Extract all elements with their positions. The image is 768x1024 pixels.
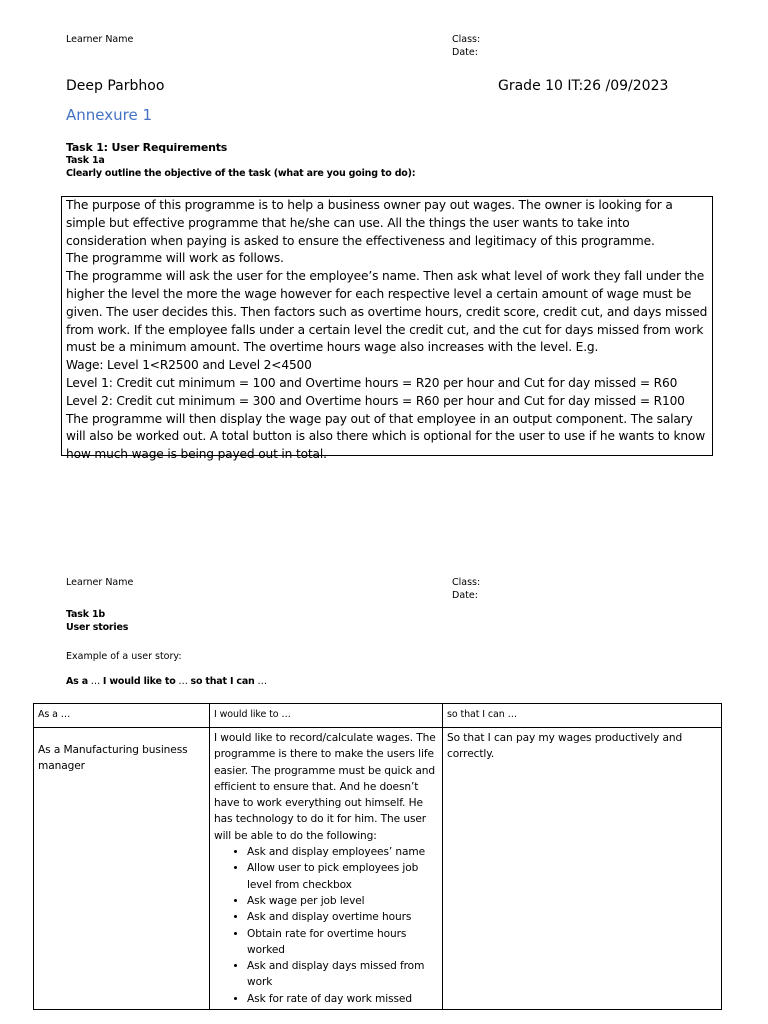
objective-paragraph: Level 2: Credit cut minimum = 300 and Overtime hours = R60 per hour and Cut for day missed = R100 (66, 393, 685, 408)
learner-name-label: Learner Name (66, 34, 134, 45)
user-stories-table (33, 703, 722, 1010)
learner-name: Deep Parbhoo (66, 78, 165, 94)
list-item: • Ask wage per job level (247, 893, 438, 909)
story-so-that: so that I can (190, 676, 255, 687)
would-like-text: I would like to record/calculate wages. The programme is there to make the users life easier. The programme must be quick and efficient to ensure that. And he doesn’t have to work everything out himself. He has technology to do it for him. The user will be able to do the following: (214, 732, 436, 842)
user-stories-heading: User stories (66, 622, 129, 633)
cell-would-like (210, 728, 443, 1010)
objective-paragraph: The programme will work as follows. (66, 251, 284, 266)
requirements-list (214, 844, 438, 1007)
list-item: • Ask and display days missed from work (247, 958, 438, 991)
story-dots: … (87, 676, 103, 687)
objective-paragraph: The programme will then display the wage pay out of that employee in an output component. The salary will also be worked out. A total button is also there which is optional for the user to use if he wants to know how much wage is being payed out in total. (66, 411, 706, 462)
date-label: Date: (452, 590, 478, 601)
class-label: Class: (452, 34, 481, 45)
header-cell-would-like: I would like to … (210, 704, 443, 728)
annexure-heading: Annexure 1 (66, 106, 153, 124)
table-row (34, 728, 722, 1010)
objective-box (61, 196, 713, 462)
date-label: Date: (452, 47, 478, 58)
objective-paragraph: Wage: Level 1<R2500 and Level 2<4500 (66, 358, 312, 373)
task-subtitle: Task 1a (66, 155, 105, 166)
cell-as-a: As a Manufacturing business manager (34, 728, 210, 1010)
story-dots: … (254, 676, 267, 687)
objective-paragraph: Level 1: Credit cut minimum = 100 and Overtime hours = R20 per hour and Cut for day missed = R60 (66, 375, 678, 390)
grade-date: Grade 10 IT:26 /09/2023 (498, 78, 669, 94)
story-as-a: As a (66, 676, 88, 687)
list-item: • Allow user to pick employees job level from checkbox (247, 860, 438, 893)
header-cell-as-a: As a … (34, 704, 210, 728)
task-instruction: Clearly outline the objective of the task (what are you going to do): (66, 168, 416, 179)
objective-paragraph: The programme will ask the user for the employee’s name. Then ask what level of work they fall under the higher the level the more the wage however for each respective level a certain amount of wage must be given. The user decides this. Then factors such as overtime hours, credit score, credit cut, and days missed from work. If the employee falls under a certain level the credit cut, and the cut for days missed from work must be a minimum amount. The overtime hours wage also increases with the level. E.g. (66, 269, 708, 355)
table-header-row (34, 704, 722, 728)
header-cell-so-that: so that I can … (443, 704, 722, 728)
list-item: • Ask for rate of day work missed (247, 991, 438, 1007)
objective-paragraph: The purpose of this programme is to help a business owner pay out wages. The owner is looking for a simple but effective programme that he/she can use. All the things the user wants to take into consideration when paying is asked to ensure the effectiveness and legitimacy of this programme. (66, 198, 673, 248)
story-template (66, 675, 267, 688)
task-subtitle: Task 1b (66, 609, 105, 620)
example-label: Example of a user story: (66, 651, 182, 662)
list-item: • Obtain rate for overtime hours worked (247, 926, 438, 959)
story-dots: … (175, 676, 191, 687)
story-would-like: I would like to (102, 676, 176, 687)
cell-so-that: So that I can pay my wages productively and correctly. (443, 728, 722, 1010)
list-item: • Ask and display overtime hours (247, 909, 438, 925)
list-item: • Ask and display employees’ name (247, 844, 438, 860)
task-title: Task 1: User Requirements (66, 141, 228, 154)
learner-name-label: Learner Name (66, 577, 134, 588)
class-label: Class: (452, 577, 481, 588)
